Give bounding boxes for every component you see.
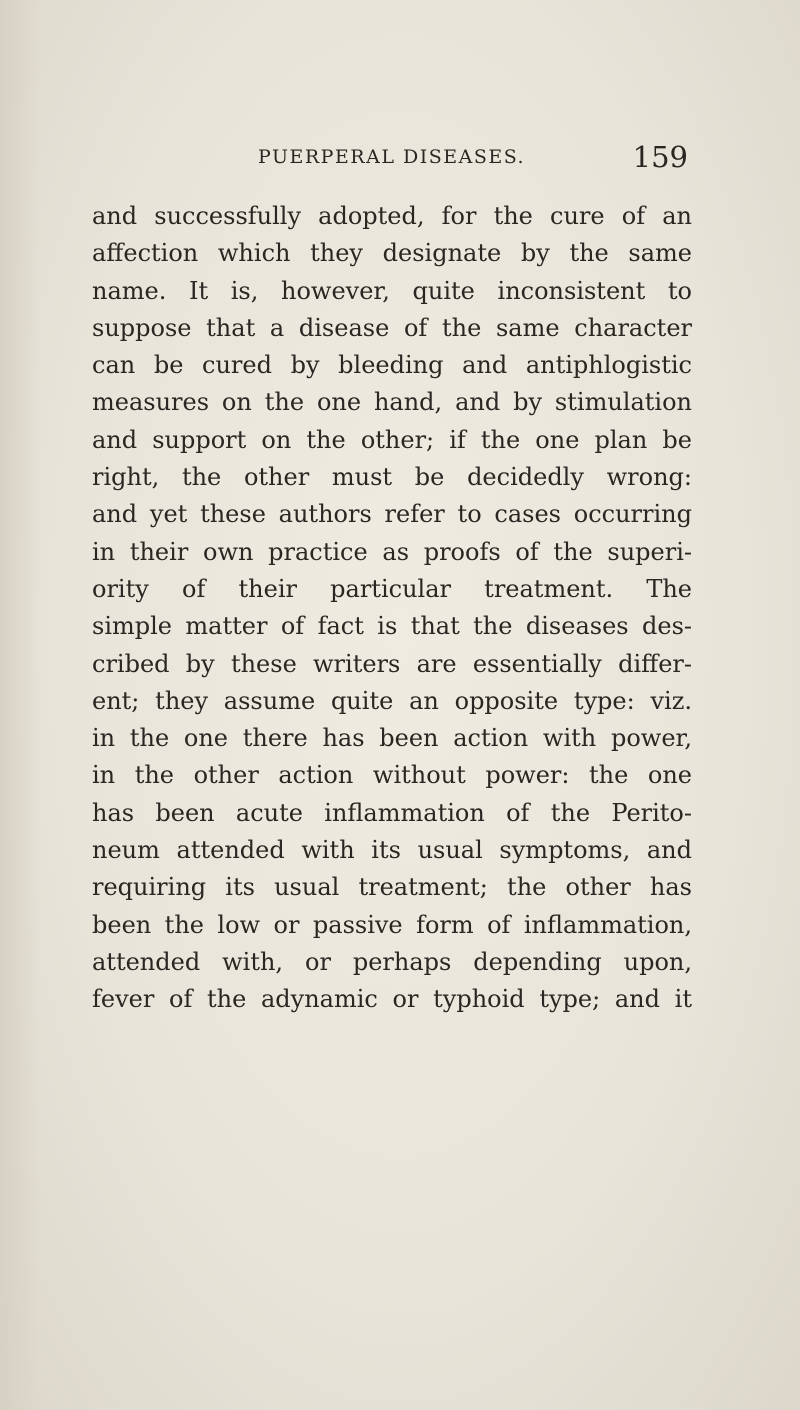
page-header	[258, 140, 688, 180]
text-line: and support on the other; if the one plan be	[92, 425, 692, 454]
text-line: in the one there has been action with power,	[92, 724, 692, 753]
text-line: can be cured by bleeding and antiphlogistic	[92, 351, 692, 380]
text-line: right, the other must be decidedly wrong:	[92, 463, 692, 492]
running-head: PUERPERAL DISEASES.	[258, 146, 526, 168]
text-line: and successfully adopted, for the cure of an	[92, 202, 692, 230]
text-line: been the low or passive form of inflammation,	[92, 910, 692, 939]
text-line: ent; they assume quite an opposite type: viz.	[92, 686, 692, 715]
text-line: simple matter of fact is that the diseases des-	[92, 612, 692, 641]
text-line: in their own practice as proofs of the superi-	[92, 537, 692, 566]
text-line: measures on the one hand, and by stimulation	[92, 388, 692, 417]
text-line: affection which they designate by the same	[92, 239, 692, 268]
page-number: 159	[632, 140, 688, 174]
text-line: fever of the adynamic or typhoid type; and it	[92, 985, 692, 1014]
text-line: suppose that a disease of the same character	[92, 313, 692, 342]
body-text	[92, 198, 692, 1019]
text-line: in the other action without power: the one	[92, 761, 692, 790]
text-line: name. It is, however, quite inconsistent to	[92, 276, 692, 305]
text-line: has been acute inflammation of the Perito-	[92, 798, 692, 827]
text-line: requiring its usual treatment; the other has	[92, 873, 692, 902]
text-line: ority of their particular treatment. The	[92, 574, 692, 603]
text-line: neum attended with its usual symptoms, and	[92, 836, 692, 865]
text-line: attended with, or perhaps depending upon,	[92, 947, 692, 976]
text-line: cribed by these writers are essentially differ-	[92, 649, 692, 678]
page-gutter-shadow	[0, 0, 40, 1410]
text-line: and yet these authors refer to cases occurring	[92, 500, 692, 529]
